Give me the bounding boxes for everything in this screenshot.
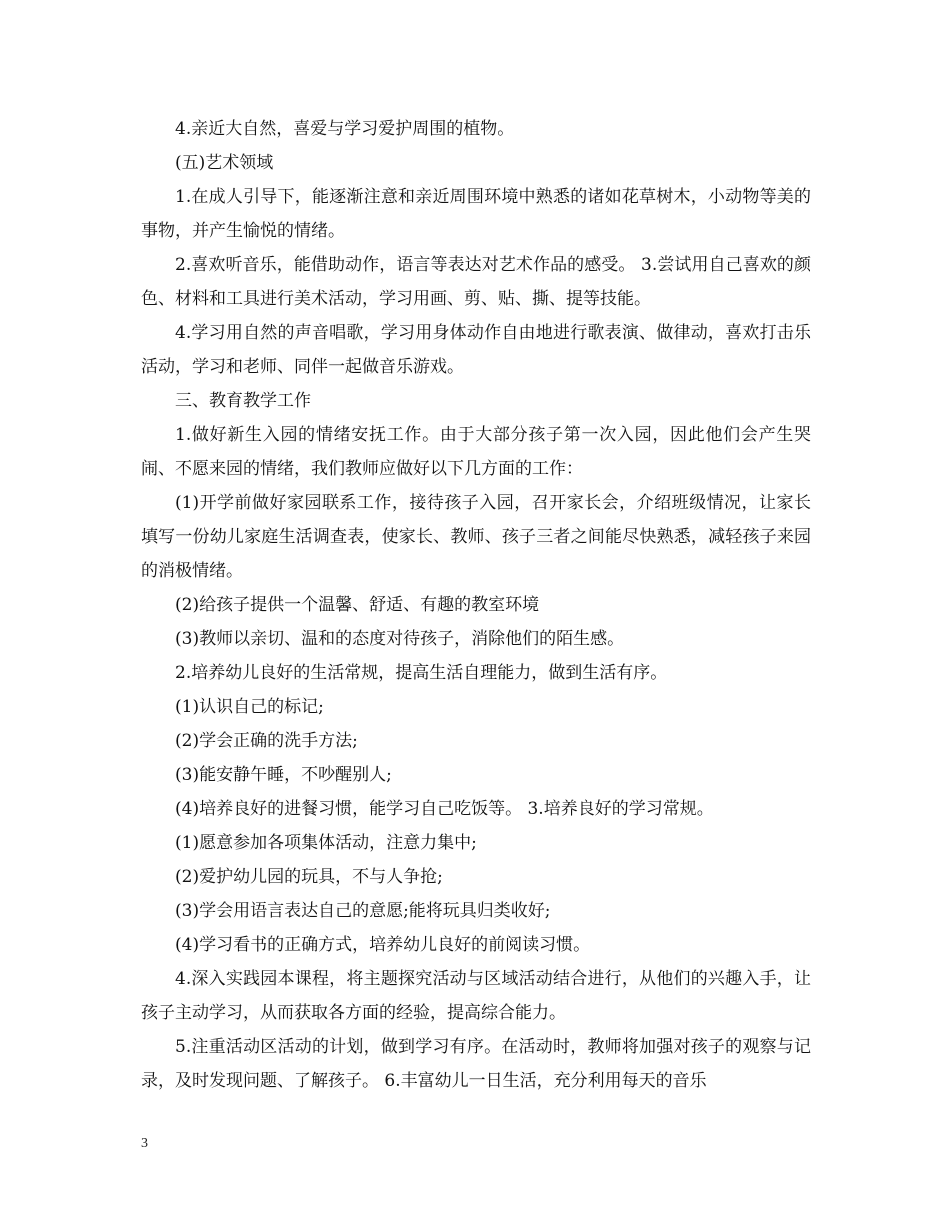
paragraph: (2)给孩子提供一个温馨、舒适、有趣的教室环境 [175,595,540,615]
paragraph: 5.注重活动区活动的计划，做到学习有序。在活动时，教师将加强对孩子的观察与记录，及时发现问题、了解孩子。 6.丰富幼儿一日生活，充分利用每天的音乐 [141,1037,811,1091]
list-item: (4)培养良好的进餐习惯，能学习自己吃饭等。 3.培养良好的学习常规。 [175,799,714,819]
list-item: (2)学会正确的洗手方法; [175,731,358,751]
list-item: (1)认识自己的标记; [175,697,324,717]
paragraph: (1)开学前做好家园联系工作，接待孩子入园，召开家长会，介绍班级情况，让家长填写一份幼儿家庭生活调查表，使家长、教师、孩子三者之间能尽快熟悉，减轻孩子来园的消极情绪。 [141,493,811,581]
section-heading: (五)艺术领域 [175,153,274,173]
page-number: 3 [141,1136,148,1151]
list-item: (4)学习看书的正确方式，培养幼儿良好的前阅读习惯。 [175,935,591,955]
paragraph: 2.培养幼儿良好的生活常规，提高生活自理能力，做到生活有序。 [175,663,668,683]
paragraph: 1.在成人引导下，能逐渐注意和亲近周围环境中熟悉的诸如花草树木，小动物等美的事物，并产生愉悦的情绪。 [141,187,811,241]
paragraph: 2.喜欢听音乐，能借助动作，语言等表达对艺术作品的感受。 3.尝试用自己喜欢的颜色、材料和工具进行美术活动，学习用画、剪、贴、撕、提等技能。 [141,255,811,309]
list-item: (2)爱护幼儿园的玩具，不与人争抢; [175,867,443,887]
paragraph: 4.学习用自然的声音唱歌，学习用身体动作自由地进行歌表演、做律动，喜欢打击乐活动，学习和老师、同伴一起做音乐游戏。 [141,323,811,377]
paragraph: 4.深入实践园本课程，将主题探究活动与区域活动结合进行，从他们的兴趣入手，让孩子主动学习，从而获取各方面的经验，提高综合能力。 [141,969,811,1023]
paragraph: 1.做好新生入园的情绪安抚工作。由于大部分孩子第一次入园，因此他们会产生哭闹、不愿来园的情绪，我们教师应做好以下几方面的工作： [141,425,811,479]
list-item: (3)学会用语言表达自己的意愿;能将玩具归类收好; [175,901,551,921]
section-heading: 三、教育教学工作 [175,391,311,411]
list-item: (3)能安静午睡，不吵醒别人; [175,765,392,785]
list-item: (1)愿意参加各项集体活动，注意力集中; [175,833,477,853]
paragraph: (3)教师以亲切、温和的态度对待孩子，消除他们的陌生感。 [175,629,625,649]
body-text [141,112,811,1098]
paragraph: 4.亲近大自然，喜爱与学习爱护周围的植物。 [175,119,515,139]
